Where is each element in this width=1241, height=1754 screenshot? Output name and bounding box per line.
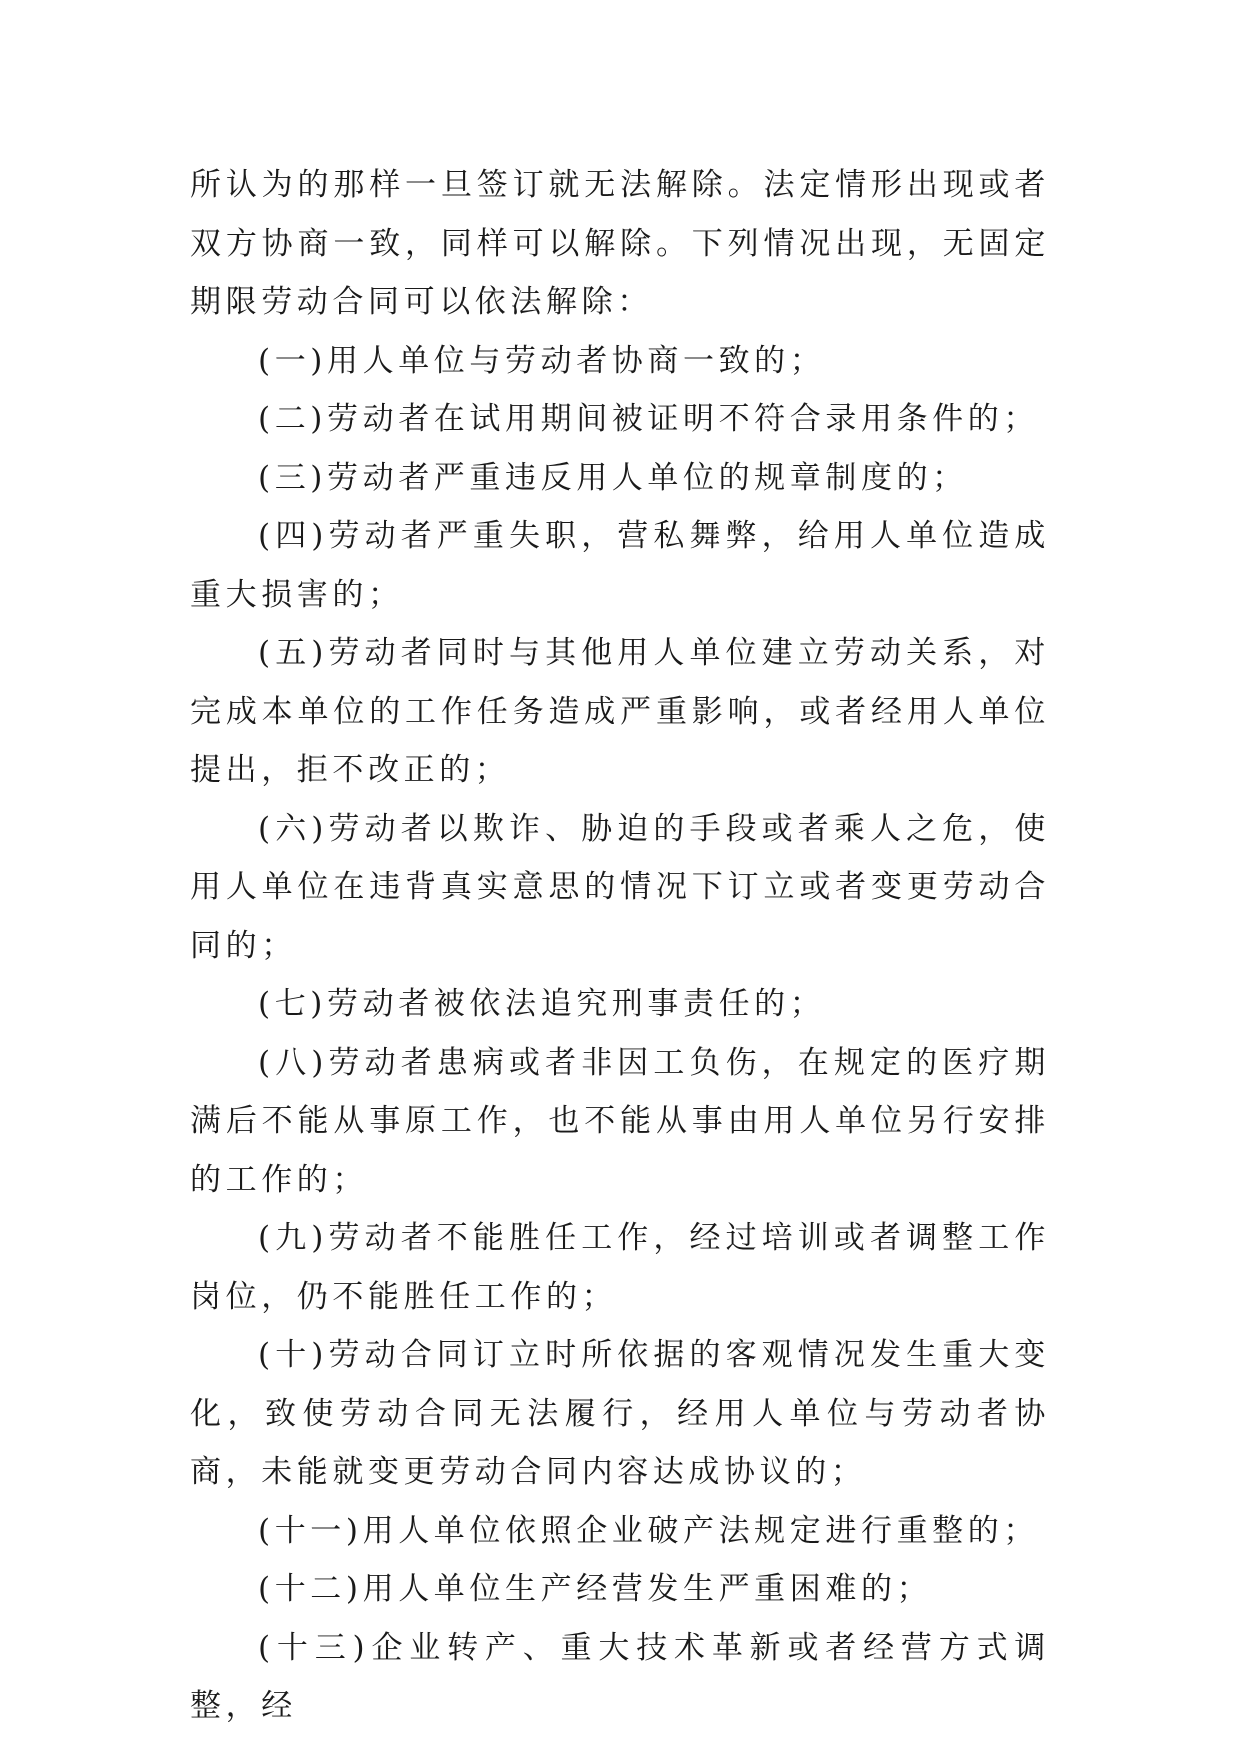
paragraph-item-12: (十二)用人单位生产经营发生严重困难的； <box>258 1571 933 1607</box>
paragraph-item-11: (十一)用人单位依照企业破产法规定进行重整的； <box>258 1512 1039 1549</box>
paragraph-item-8: (八)劳动者患病或者非因工负伤，在规定的医疗期满后不能从事原工作，也不能从事由用人单位另行安排的工作的； <box>190 1044 1050 1198</box>
paragraph-item-3: (三)劳动者严重违反用人单位的规章制度的； <box>258 459 968 496</box>
paragraph-item-5: (五)劳动者同时与其他用人单位建立劳动关系，对完成本单位的工作任务造成严重影响，或者经用人单位提出，拒不改正的； <box>190 635 1050 788</box>
document-body <box>190 156 1050 1736</box>
paragraph-item-2: (二)劳动者在试用期间被证明不符合录用条件的； <box>258 401 1039 437</box>
paragraph-item-9: (九)劳动者不能胜任工作，经过培训或者调整工作岗位，仍不能胜任工作的； <box>190 1220 1050 1315</box>
paragraph-item-1: (一)用人单位与劳动者协商一致的； <box>258 342 826 379</box>
paragraph-item-10: (十)劳动合同订立时所依据的客观情况发生重大变化，致使劳动合同无法履行，经用人单位与劳动者协商，未能就变更劳动合同内容达成协议的； <box>190 1337 1050 1490</box>
paragraph-item-4: (四)劳动者严重失职，营私舞弊，给用人单位造成重大损害的； <box>190 518 1050 613</box>
paragraph-item-6: (六)劳动者以欺诈、胁迫的手段或者乘人之危，使用人单位在违背真实意思的情况下订立或者变更劳动合同的； <box>190 810 1050 964</box>
paragraph-item-7: (七)劳动者被依法追究刑事责任的； <box>258 986 826 1022</box>
paragraph-intro: 所认为的那样一旦签订就无法解除。法定情形出现或者双方协商一致，同样可以解除。下列情况出现，无固定期限劳动合同可以依法解除： <box>190 167 1050 320</box>
paragraph-item-13: (十三)企业转产、重大技术革新或者经营方式调整，经 <box>190 1629 1050 1724</box>
